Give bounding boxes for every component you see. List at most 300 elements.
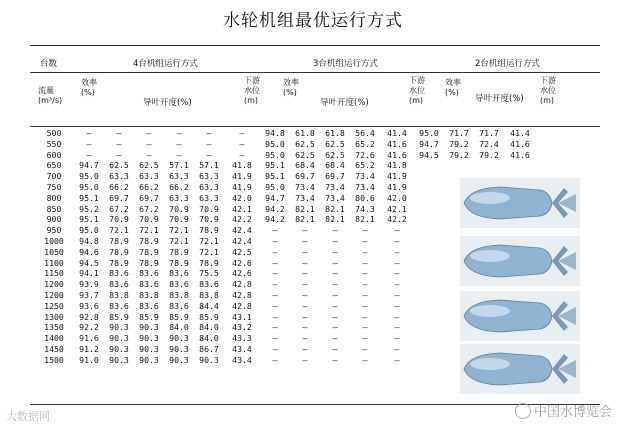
table-cell: —	[394, 333, 400, 344]
table-cell: 66.2	[109, 181, 129, 192]
table-cell: 41.6	[387, 138, 407, 149]
table-cell: 62.5	[295, 138, 315, 149]
table-cell: 95.0	[265, 138, 285, 149]
table-cell: —	[302, 235, 308, 246]
g3-tailwater-header: 下游水位(m)	[409, 76, 425, 105]
table-cell: 1500	[44, 354, 64, 365]
g4-tailwater-header: 下游水位(m)	[244, 76, 260, 105]
table-cell: 83.6	[109, 268, 129, 279]
table-cell: 41.6	[510, 149, 530, 160]
group3-header: 3台机组运行方式	[313, 59, 378, 69]
table-cell: 72.1	[199, 235, 219, 246]
header-divider-rule	[30, 72, 600, 73]
table-cell: —	[272, 246, 278, 257]
table-row	[34, 160, 536, 171]
table-cell: 95.0	[265, 181, 285, 192]
table-cell: 67.2	[109, 203, 129, 214]
table-cell: 90.3	[139, 343, 159, 354]
table-cell: 91.0	[79, 354, 99, 365]
table-cell: —	[206, 138, 212, 149]
table-cell: 62.5	[109, 160, 129, 171]
table-cell: —	[146, 138, 152, 149]
table-cell: —	[332, 333, 338, 344]
table-cell: 42.2	[387, 214, 407, 225]
table-cell: —	[362, 225, 368, 236]
table-cell: 82.1	[355, 214, 375, 225]
table-cell: —	[394, 246, 400, 257]
table-cell: 83.6	[139, 300, 159, 311]
table-cell: 69.7	[295, 171, 315, 182]
table-cell: —	[272, 300, 278, 311]
table-cell: 93.7	[79, 289, 99, 300]
table-cell: 94.2	[265, 203, 285, 214]
table-cell: 42.4	[232, 235, 252, 246]
g2-guide-vane-header: 导叶开度(%)	[475, 94, 524, 104]
watermark-right-label: 中国水博览会	[533, 405, 612, 420]
table-cell: —	[116, 149, 122, 160]
table-cell: 63.3	[169, 171, 189, 182]
header-bottom-rule	[30, 126, 600, 127]
table-cell	[414, 312, 444, 323]
table-cell	[504, 160, 536, 171]
table-cell	[414, 247, 444, 258]
table-cell: 73.4	[355, 181, 375, 192]
table-cell: —	[332, 311, 338, 322]
table-cell: 84.0	[199, 322, 219, 333]
table-cell: 93.6	[79, 300, 99, 311]
table-cell: —	[302, 354, 308, 365]
g4-guide-vane-header: 导叶开度(%)	[143, 98, 192, 108]
table-cell: 550	[46, 138, 62, 149]
table-cell: 61.8	[295, 128, 315, 138]
table-cell: —	[272, 257, 278, 268]
table-cell: 71.7	[479, 128, 499, 138]
table-cell: —	[332, 289, 338, 300]
table-cell: 90.3	[199, 354, 219, 365]
table-cell: —	[362, 322, 368, 333]
table-cell	[444, 160, 474, 171]
table-cell: 78.9	[169, 246, 189, 257]
table-cell: 42.8	[232, 279, 252, 290]
turbine-image-1	[460, 178, 580, 228]
table-cell: 78.9	[109, 257, 129, 268]
table-cell: —	[272, 322, 278, 333]
table-cell: —	[86, 138, 92, 149]
table-cell: —	[302, 246, 308, 257]
table-cell: 42.1	[387, 203, 407, 214]
table-cell: 41.9	[387, 171, 407, 182]
table-cell: 90.3	[139, 354, 159, 365]
table-cell: 41.9	[387, 181, 407, 192]
table-cell: 69.7	[109, 192, 129, 203]
table-cell	[414, 344, 444, 355]
g3-efficiency-header: 效率(%)	[283, 78, 299, 97]
table-cell: 43.2	[232, 322, 252, 333]
table-cell: 93.9	[79, 279, 99, 290]
table-cell: 95.1	[79, 192, 99, 203]
table-cell: —	[362, 268, 368, 279]
table-cell: 43.3	[232, 333, 252, 344]
table-cell: 41.8	[232, 160, 252, 171]
table-cell: 42.8	[232, 300, 252, 311]
table-cell: 94.7	[419, 138, 439, 149]
table-cell: 92.2	[79, 322, 99, 333]
table-cell: 83.6	[169, 268, 189, 279]
table-cell: 62.5	[325, 149, 345, 160]
table-cell: 84.0	[169, 322, 189, 333]
table-cell: 42.5	[232, 246, 252, 257]
table-cell: —	[302, 289, 308, 300]
table-cell: —	[394, 268, 400, 279]
table-cell: —	[272, 343, 278, 354]
table-cell: 84.4	[199, 300, 219, 311]
table-cell	[414, 236, 444, 247]
table-cell: 42.8	[232, 289, 252, 300]
table-cell: 42.1	[232, 203, 252, 214]
table-cell: —	[86, 128, 92, 138]
table-cell	[414, 182, 444, 193]
table-cell: 72.1	[139, 225, 159, 236]
table-cell: 1000	[44, 235, 64, 246]
table-cell: —	[394, 257, 400, 268]
table-cell: 63.3	[109, 171, 129, 182]
table-cell: 73.4	[295, 192, 315, 203]
table-cell: 90.3	[139, 322, 159, 333]
table-cell	[414, 268, 444, 279]
table-cell: 700	[46, 171, 62, 182]
table-cell	[414, 225, 444, 236]
table-cell	[414, 160, 444, 171]
table-cell: 95.0	[79, 181, 99, 192]
table-cell: —	[394, 289, 400, 300]
table-cell: 66.2	[169, 181, 189, 192]
flow-header: 流量(m³/s)	[38, 86, 63, 105]
table-cell: 71.7	[449, 128, 469, 138]
page-title: 水轮机组最优运行方式	[223, 11, 403, 31]
table-cell: —	[272, 289, 278, 300]
table-cell: 500	[46, 128, 62, 138]
table-cell: 42.6	[232, 268, 252, 279]
table-cell: —	[116, 138, 122, 149]
table-cell: 82.1	[295, 203, 315, 214]
table-cell: —	[272, 235, 278, 246]
table-cell: 91.2	[79, 343, 99, 354]
table-cell: —	[239, 138, 245, 149]
table-cell: —	[332, 257, 338, 268]
table-cell: 57.1	[169, 160, 189, 171]
table-cell: —	[272, 225, 278, 236]
table-cell: 83.6	[139, 268, 159, 279]
group2-header: 2台机组运行方式	[475, 59, 540, 69]
table-cell: 94.8	[79, 235, 99, 246]
table-cell: 65.2	[355, 138, 375, 149]
table-cell: 1200	[44, 279, 64, 290]
table-cell: —	[362, 354, 368, 365]
table-cell: 78.9	[139, 235, 159, 246]
table-cell: —	[302, 257, 308, 268]
table-cell: 85.9	[199, 311, 219, 322]
table-cell: 41.9	[232, 171, 252, 182]
table-cell: 92.8	[79, 311, 99, 322]
table-cell: 79.2	[449, 138, 469, 149]
g3-guide-vane-header: 导叶开度(%)	[320, 98, 369, 108]
table-cell: 41.9	[232, 181, 252, 192]
table-cell: —	[302, 343, 308, 354]
table-cell: —	[146, 128, 152, 138]
table-cell: 69.7	[325, 171, 345, 182]
table-cell: —	[302, 322, 308, 333]
table-cell: —	[116, 128, 122, 138]
table-cell: —	[146, 149, 152, 160]
table-cell: 66.2	[139, 181, 159, 192]
table-cell	[414, 322, 444, 333]
table-cell: 78.9	[109, 235, 129, 246]
table-cell: —	[394, 322, 400, 333]
table-cell: 1100	[44, 257, 64, 268]
watermark-left: 大数据网	[6, 410, 50, 423]
table-cell: 95.1	[265, 171, 285, 182]
table-cell: 82.1	[325, 203, 345, 214]
table-cell: 95.1	[265, 160, 285, 171]
table-cell: 83.8	[199, 289, 219, 300]
table-cell: 41.6	[387, 149, 407, 160]
table-cell: 72.1	[169, 225, 189, 236]
table-cell: 83.6	[139, 279, 159, 290]
table-cell: 63.3	[169, 192, 189, 203]
table-cell: 950	[46, 225, 62, 236]
table-cell: 83.8	[169, 289, 189, 300]
table-cell: —	[394, 311, 400, 322]
table-cell: 72.6	[355, 149, 375, 160]
table-cell	[414, 193, 444, 204]
table-cell: 78.9	[199, 225, 219, 236]
table-cell: —	[272, 354, 278, 365]
table-cell: 43.4	[232, 343, 252, 354]
table-cell: 95.0	[79, 171, 99, 182]
table-cell: 56.4	[355, 128, 375, 138]
table-cell: 63.3	[199, 192, 219, 203]
table-cell: 74.3	[355, 203, 375, 214]
table-cell: —	[206, 149, 212, 160]
table-cell: 95.0	[265, 149, 285, 160]
table-cell: 86.7	[199, 343, 219, 354]
table-cell: 1200	[44, 289, 64, 300]
turbine-image-4	[460, 344, 580, 394]
table-cell: —	[394, 235, 400, 246]
table-cell: 73.4	[325, 192, 345, 203]
table-cell: 62.5	[295, 149, 315, 160]
table-cell: 85.9	[109, 311, 129, 322]
table-cell: 78.9	[109, 246, 129, 257]
table-cell: —	[394, 343, 400, 354]
table-cell: —	[272, 333, 278, 344]
table-cell: —	[362, 257, 368, 268]
table-cell: 83.8	[109, 289, 129, 300]
table-cell: 78.9	[139, 246, 159, 257]
table-cell: —	[362, 311, 368, 322]
table-cell: 90.3	[109, 333, 129, 344]
table-cell: 73.4	[295, 181, 315, 192]
table-cell: 90.3	[109, 322, 129, 333]
table-cell: —	[302, 300, 308, 311]
table-cell: 63.3	[199, 171, 219, 182]
table-cell: 90.3	[139, 333, 159, 344]
table-cell: 83.6	[199, 279, 219, 290]
table-cell	[474, 160, 504, 171]
table-cell: —	[332, 343, 338, 354]
table-cell: —	[362, 343, 368, 354]
table-cell: 70.9	[199, 214, 219, 225]
table-cell: —	[332, 246, 338, 257]
table-cell: 650	[46, 160, 62, 171]
table-cell: —	[272, 279, 278, 290]
table-cell: 68.4	[295, 160, 315, 171]
table-cell: —	[332, 268, 338, 279]
table-cell: 82.1	[295, 214, 315, 225]
table-cell: 42.2	[232, 214, 252, 225]
turbine-image-3	[460, 291, 580, 341]
table-cell	[414, 333, 444, 344]
table-cell: —	[272, 311, 278, 322]
table-cell: —	[332, 322, 338, 333]
table-cell: —	[332, 235, 338, 246]
table-cell: 70.9	[169, 214, 189, 225]
table-cell: —	[302, 311, 308, 322]
table-cell: —	[394, 300, 400, 311]
table-cell: 72.1	[169, 235, 189, 246]
table-cell: —	[332, 279, 338, 290]
table-cell: 42.4	[232, 225, 252, 236]
table-cell: —	[394, 279, 400, 290]
table-cell: —	[394, 225, 400, 236]
table-cell: 94.2	[265, 214, 285, 225]
table-cell: 79.2	[449, 149, 469, 160]
table-cell: —	[239, 128, 245, 138]
table-cell: 800	[46, 192, 62, 203]
table-cell: 85.9	[139, 311, 159, 322]
table-cell: —	[176, 138, 182, 149]
g2-efficiency-header: 效率(%)	[445, 78, 461, 97]
table-cell: 1350	[44, 322, 64, 333]
table-cell: 43.4	[232, 354, 252, 365]
table-cell	[414, 290, 444, 301]
table-cell: —	[362, 279, 368, 290]
table-cell: 83.6	[109, 300, 129, 311]
g2-tailwater-header: 下游水位(m)	[540, 76, 556, 105]
table-cell: —	[394, 354, 400, 365]
table-cell	[414, 279, 444, 290]
table-cell: 72.1	[199, 246, 219, 257]
table-cell: 78.9	[139, 257, 159, 268]
watermark-right	[515, 401, 612, 420]
table-cell: 70.9	[199, 203, 219, 214]
table-cell: 95.0	[79, 225, 99, 236]
table-cell: 70.9	[139, 214, 159, 225]
table-cell: 95.0	[419, 128, 439, 138]
table-cell: 90.3	[169, 343, 189, 354]
table-cell: 42.0	[387, 192, 407, 203]
table-cell	[414, 301, 444, 312]
table-cell: —	[362, 289, 368, 300]
table-cell: 1050	[44, 246, 64, 257]
table-cell: 90.3	[109, 354, 129, 365]
table-cell: 83.6	[169, 300, 189, 311]
table-cell: 41.4	[387, 128, 407, 138]
table-cell: 67.2	[139, 203, 159, 214]
table-top-rule	[30, 45, 600, 46]
table-cell: 62.5	[325, 138, 345, 149]
table-cell: 94.8	[265, 128, 285, 138]
table-cell: —	[362, 235, 368, 246]
table-cell: 95.1	[79, 214, 99, 225]
table-cell: 94.7	[79, 160, 99, 171]
table-cell	[414, 355, 444, 366]
table-cell: 72.4	[479, 138, 499, 149]
table-cell: —	[332, 300, 338, 311]
table-cell: —	[86, 149, 92, 160]
group4-header: 4台机组运行方式	[133, 59, 198, 69]
table-cell: 90.3	[169, 354, 189, 365]
table-cell: 1150	[44, 268, 64, 279]
table-cell: —	[302, 333, 308, 344]
table-cell: 70.9	[109, 214, 129, 225]
table-row	[34, 128, 536, 139]
table-cell: 63.3	[199, 181, 219, 192]
table-cell: 70.9	[169, 203, 189, 214]
table-cell: 79.2	[479, 149, 499, 160]
table-cell: 42.0	[232, 192, 252, 203]
table-cell: 85.9	[169, 311, 189, 322]
table-cell	[414, 171, 444, 182]
table-cell: 73.4	[325, 181, 345, 192]
table-cell: 82.1	[325, 214, 345, 225]
table-cell: 63.3	[139, 171, 159, 182]
table-cell: —	[206, 128, 212, 138]
table-cell: 94.5	[419, 149, 439, 160]
table-cell: —	[176, 128, 182, 138]
table-cell: —	[332, 225, 338, 236]
turbine-image-2	[460, 236, 580, 286]
units-header: 台数	[40, 59, 58, 69]
table-cell: —	[239, 149, 245, 160]
table-cell	[414, 258, 444, 269]
table-cell: 41.6	[510, 138, 530, 149]
table-cell: 94.1	[79, 268, 99, 279]
table-cell: 42.6	[232, 257, 252, 268]
table-cell: 95.2	[79, 203, 99, 214]
table-cell: 94.6	[79, 246, 99, 257]
table-cell: 83.6	[169, 279, 189, 290]
table-cell: 900	[46, 214, 62, 225]
table-cell: 83.6	[109, 279, 129, 290]
table-cell: 72.1	[109, 225, 129, 236]
table-cell: 68.4	[325, 160, 345, 171]
table-cell: 83.8	[139, 289, 159, 300]
table-cell: —	[272, 268, 278, 279]
table-cell: 69.7	[139, 192, 159, 203]
table-cell: —	[302, 279, 308, 290]
table-cell: 78.9	[169, 257, 189, 268]
table-cell: 1250	[44, 300, 64, 311]
table-cell: 600	[46, 149, 62, 160]
table-cell: 850	[46, 203, 62, 214]
table-cell: 94.7	[265, 192, 285, 203]
table-cell: —	[332, 354, 338, 365]
table-cell: —	[362, 300, 368, 311]
table-cell: 65.2	[355, 160, 375, 171]
table-cell: 1400	[44, 333, 64, 344]
table-cell	[414, 214, 444, 225]
